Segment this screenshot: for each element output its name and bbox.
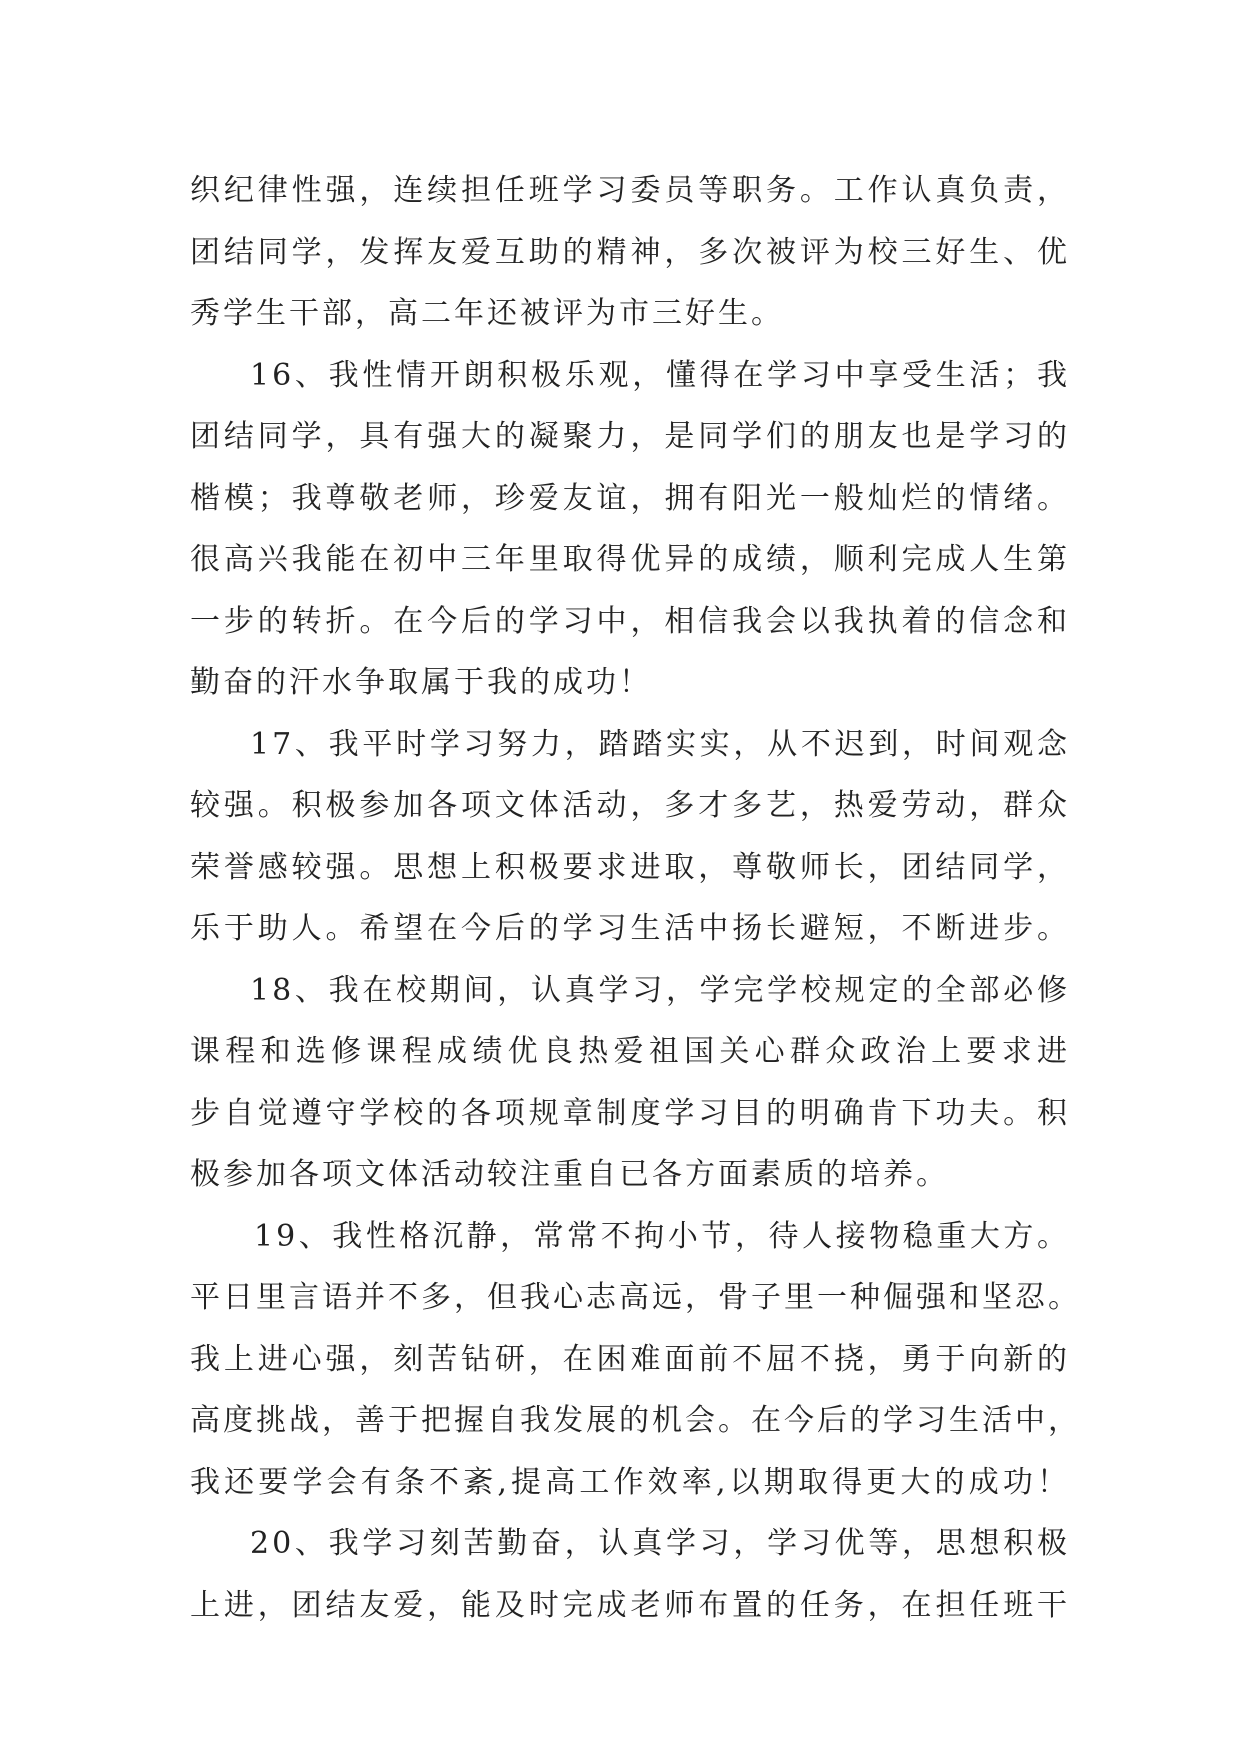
text-line: 团结同学，具有强大的凝聚力，是同学们的朋友也是学习的 (190, 419, 1070, 454)
text-line: 课程和选修课程成绩优良热爱祖国关心群众政治上要求进 (190, 1034, 1070, 1069)
text-line: 乐于助人。希望在今后的学习生活中扬长避短，不断进步。 (190, 911, 1070, 946)
text-line: 楷模；我尊敬老师，珍爱友谊，拥有阳光一般灿烂的情绪。 (190, 480, 1070, 516)
paragraph-20-start: 20、我学习刻苦勤奋，认真学习，学习优等，思想积极 (250, 1526, 1070, 1561)
text-line: 荣誉感较强。思想上积极要求进取，尊敬师长，团结同学， (190, 849, 1070, 885)
paragraph-16-start: 16、我性情开朗积极乐观，懂得在学习中享受生活；我 (250, 357, 1070, 393)
text-line: 较强。积极参加各项文体活动，多才多艺，热爱劳动，群众 (190, 788, 1070, 823)
text-line: 团结同学，发挥友爱互助的精神，多次被评为校三好生、优 (190, 234, 1070, 270)
paragraph-19-start: 19、我性格沉静，常常不拘小节，待人接物稳重大方。 (254, 1218, 1070, 1254)
text-line: 我上进心强，刻苦钻研，在困难面前不屈不挠，勇于向新的 (190, 1341, 1070, 1377)
text-line: 高度挑战，善于把握自我发展的机会。在今后的学习生活中， (190, 1403, 1081, 1438)
text-line: 织纪律性强，连续担任班学习委员等职务。工作认真负责， (190, 173, 1070, 208)
text-line: 一步的转折。在今后的学习中，相信我会以我执着的信念和 (190, 603, 1070, 639)
text-line: 很高兴我能在初中三年里取得优异的成绩，顺利完成人生第 (190, 542, 1070, 577)
text-line: 平日里言语并不多，但我心志高远，骨子里一种倔强和坚忍。 (190, 1280, 1081, 1315)
text-line: 上进，团结友爱，能及时完成老师布置的任务，在担任班干 (190, 1587, 1070, 1623)
text-line: 我还要学会有条不紊,提高工作效率,以期取得更大的成功！ (190, 1464, 1070, 1500)
text-line: 勤奋的汗水争取属于我的成功！ (190, 665, 652, 700)
paragraph-17-start: 17、我平时学习努力，踏踏实实，从不迟到，时间观念 (250, 726, 1070, 762)
document-body (190, 160, 1081, 1636)
paragraph-18-start: 18、我在校期间，认真学习，学完学校规定的全部必修 (250, 972, 1070, 1008)
text-line: 步自觉遵守学校的各项规章制度学习目的明确肯下功夫。积 (190, 1095, 1070, 1131)
text-line: 秀学生干部，高二年还被评为市三好生。 (190, 296, 784, 331)
text-line: 极参加各项文体活动较注重自已各方面素质的培养。 (190, 1157, 949, 1192)
